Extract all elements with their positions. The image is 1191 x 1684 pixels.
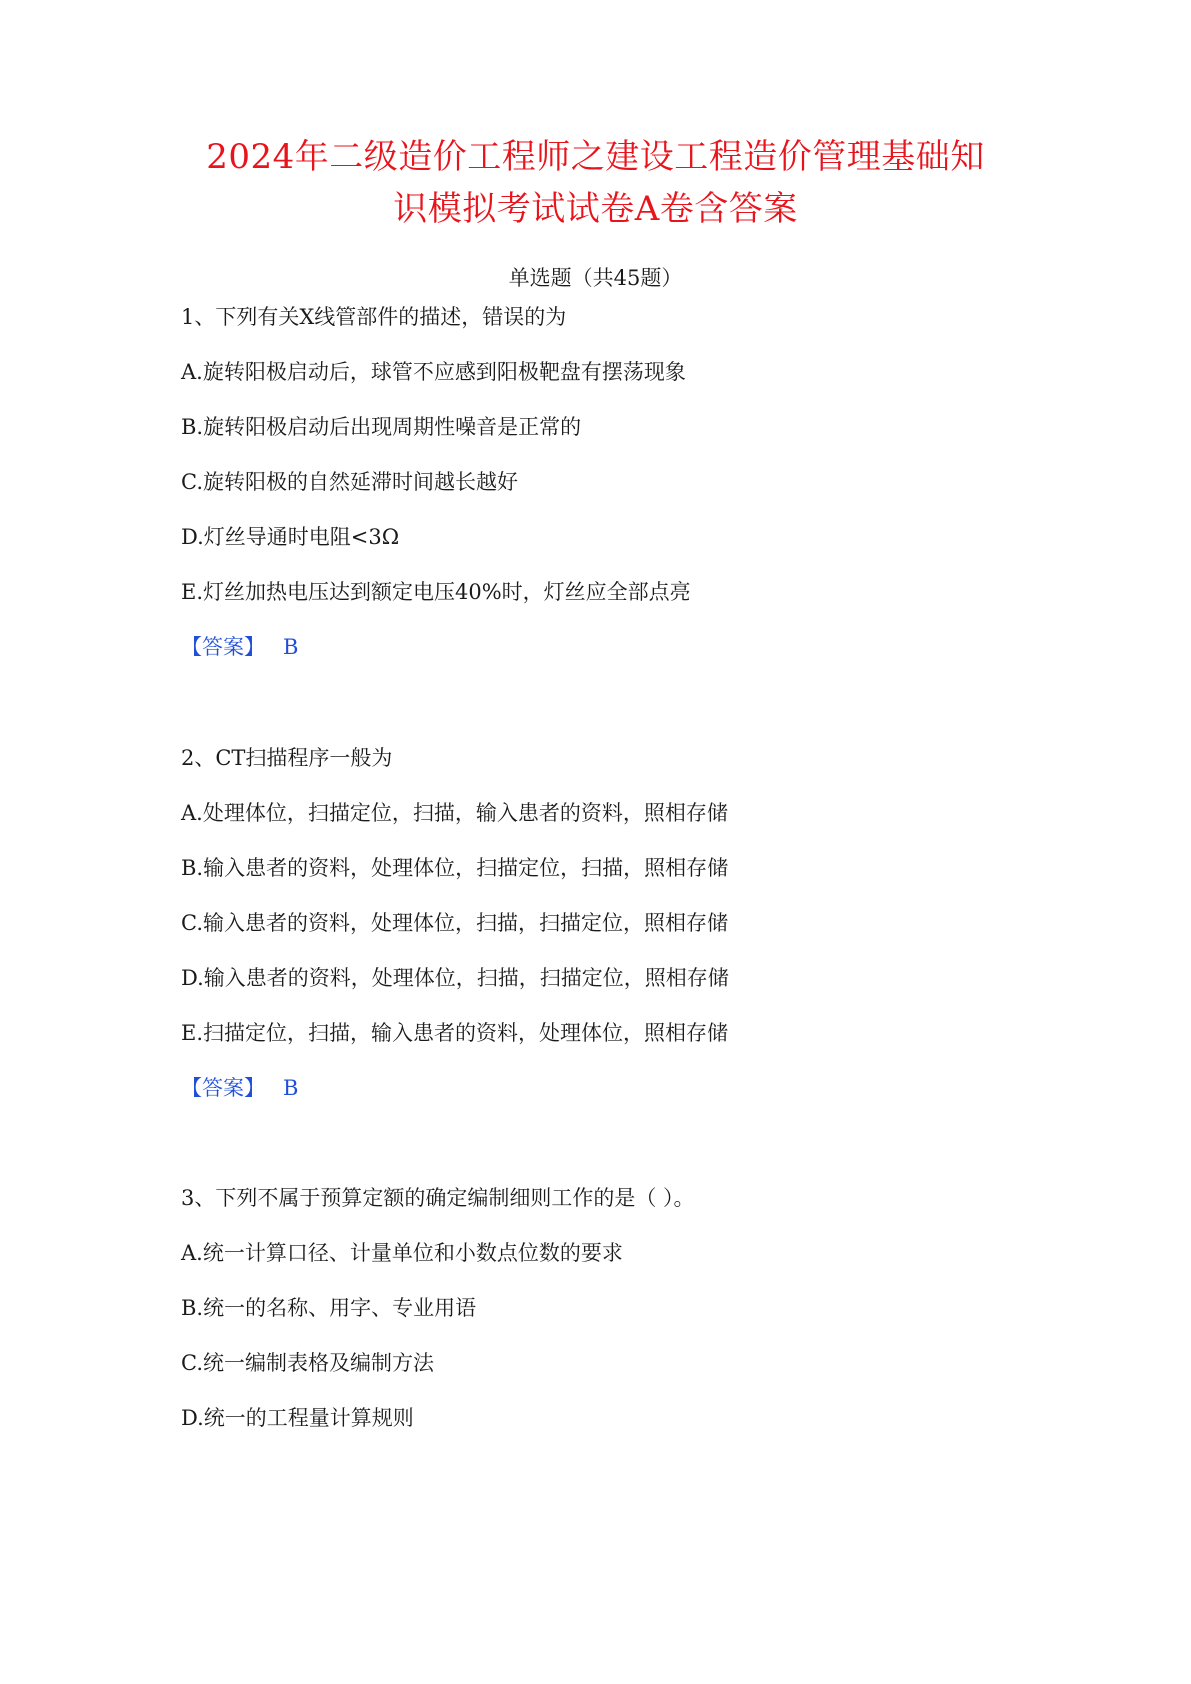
answer-value: B [283,1076,299,1100]
question-2-option-d: D.输入患者的资料，处理体位，扫描，扫描定位，照相存储 [181,966,729,990]
question-2-stem: 2、CT扫描程序一般为 [181,746,393,770]
question-2-option-e: E.扫描定位，扫描，输入患者的资料，处理体位，照相存储 [181,1021,729,1045]
answer-label: 【答案】 [181,1076,265,1100]
question-1-answer [181,632,298,662]
question-1-option-a: A.旋转阳极启动后，球管不应感到阳极靶盘有摆荡现象 [181,360,686,384]
question-3-option-b: B.统一的名称、用字、专业用语 [181,1296,477,1320]
question-2-answer [181,1073,298,1103]
question-1-stem: 1、下列有关X线管部件的描述，错误的为 [181,305,567,329]
question-1-option-b: B.旋转阳极启动后出现周期性噪音是正常的 [181,415,582,439]
question-3-option-d: D.统一的工程量计算规则 [181,1406,414,1430]
question-2-option-c: C.输入患者的资料，处理体位，扫描，扫描定位，照相存储 [181,911,728,935]
section-heading: 单选题（共45题） [508,266,683,290]
question-3-option-c: C.统一编制表格及编制方法 [181,1351,434,1375]
document-title-line-1: 2024年二级造价工程师之建设工程造价管理基础知 [206,137,985,177]
question-3-stem: 3、下列不属于预算定额的确定编制细则工作的是（ ）。 [181,1186,695,1210]
question-2-option-a: A.处理体位，扫描定位，扫描，输入患者的资料，照相存储 [181,801,728,825]
question-1-option-d: D.灯丝导通时电阻<3Ω [181,525,400,549]
question-3-option-a: A.统一计算口径、计量单位和小数点位数的要求 [181,1241,623,1265]
answer-value: B [283,635,299,659]
question-1-option-e: E.灯丝加热电压达到额定电压40%时，灯丝应全部点亮 [181,580,691,604]
question-2-option-b: B.输入患者的资料，处理体位，扫描定位，扫描，照相存储 [181,856,729,880]
answer-label: 【答案】 [181,635,265,659]
document-title-line-2: 识模拟考试试卷A卷含答案 [393,189,798,229]
question-1-option-c: C.旋转阳极的自然延滞时间越长越好 [181,470,518,494]
